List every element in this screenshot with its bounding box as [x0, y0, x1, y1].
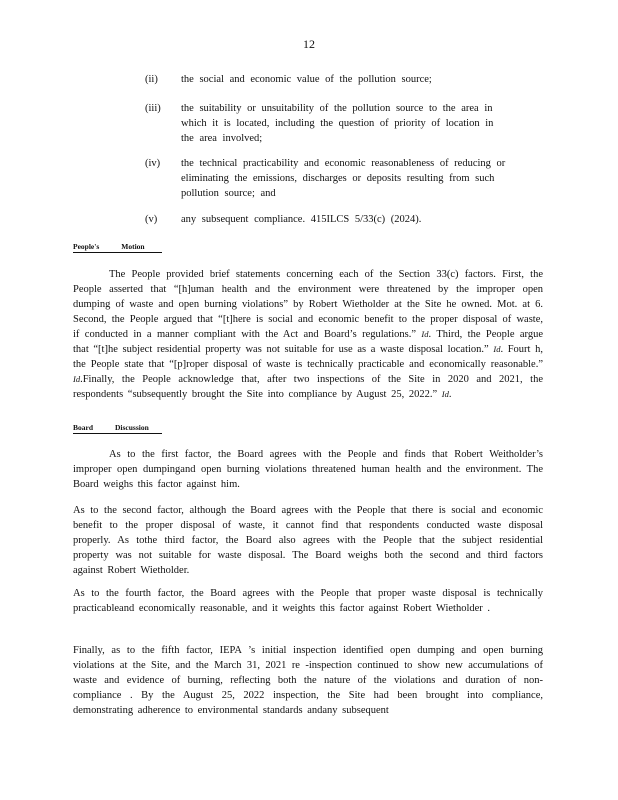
factor-text: any subsequent compliance. 415ILCS 5/33(c) (2024). — [181, 214, 422, 225]
paragraph-text: As to the fourth factor, the Board agrees with the People that proper waste disposal is technically practicableand economically reasonable, and it weights this factor against Robert Wietholder . — [73, 588, 543, 614]
factor-text: the suitability or unsuitability of the pollution source to the area in which it is located, including the question of priority of location in the area involved; — [181, 103, 494, 144]
board-paragraph-3 — [73, 586, 543, 616]
factor-number: (iv) — [145, 158, 161, 169]
page-number: 12 — [303, 37, 315, 51]
paragraph-text: . Third, the People argue that “[t]he subject residential property was not suitable for use as a waste disposal location.” — [73, 329, 544, 355]
board-paragraph-1 — [73, 447, 543, 492]
section-heading-peoples-motion — [73, 242, 162, 253]
peoples-motion-paragraph — [73, 267, 543, 402]
heading-word: Discussion — [115, 423, 149, 432]
paragraph-text: Finally, as to the fifth factor, IEPA ’s initial inspection identified open dumping and open burning violations at the Site, and the March 31, 2021 re -inspection continued to show new accumulations of waste and evidence of burning, reflecting both the nature of the violations and duration of non- compliance . By the August 25, 2022 inspection, the Site had been brought into compliance, demonstrating adherence to environmental standards andany subsequent — [73, 645, 543, 716]
board-paragraph-2 — [73, 503, 543, 578]
heading-word: People's — [73, 242, 100, 251]
citation-id: Id — [441, 389, 449, 399]
citation-id: Id — [421, 329, 429, 339]
citation-id: Id — [493, 344, 501, 354]
paragraph-text: As to the second factor, although the Board agrees with the People that there is social and economic benefit to the proper disposal of waste, it cannot find that respondents conducted waste disposal properly. As tothe third factor, the Board also agrees with the People that the subject residential property was not suitable for waste disposal. The Board weighs both the second and third factors against Robert Wietholder. — [73, 505, 543, 576]
factor-text: the social and economic value of the pollution source; — [181, 74, 432, 85]
factor-number: (v) — [145, 214, 158, 225]
heading-word: Board — [73, 423, 94, 432]
paragraph-text: . — [448, 389, 452, 400]
factor-text: the technical practicability and economic reasonableness of reducing or eliminating the emissions, discharges or deposits resulting from such pollution source; and — [181, 158, 506, 199]
board-paragraph-4 — [73, 643, 543, 718]
factor-number: (iii) — [145, 103, 161, 114]
heading-word: Motion — [121, 242, 145, 251]
paragraph-text: .Finally, the People acknowledge that, after two inspections of the Site in 2020 and 2021, the respondents “subsequently brought the Site into compliance by August 25, 2022.” — [73, 374, 543, 400]
paragraph-text: As to the first factor, the Board agrees with the People and finds that Robert Weitholder’s improper open dumpingand open burning violations threatened human health and the environment. The Board weighs this factor against him. — [73, 449, 543, 490]
factor-number: (ii) — [145, 74, 158, 85]
citation-id: Id — [73, 374, 81, 384]
paragraph-text: The People provided brief statements concerning each of the Section 33(c) factors. First, the People asserted that “[h]uman health and the environment were threatened by the improper open dumping of waste and open burning violations” by Robert Wietholder at the Site he owned. Mot. at 6. Second, the People argued that “[t]here is social and economic benefit to the proper disposal of waste, if conducted in a manner compliant with the Act and Board’s regulations.” — [73, 269, 543, 340]
paragraph-text: . Fourt h, the People state that “[p]roper disposal of waste is technically practicable and economically reasonable.” — [73, 344, 543, 370]
section-heading-board-discussion — [73, 423, 162, 434]
